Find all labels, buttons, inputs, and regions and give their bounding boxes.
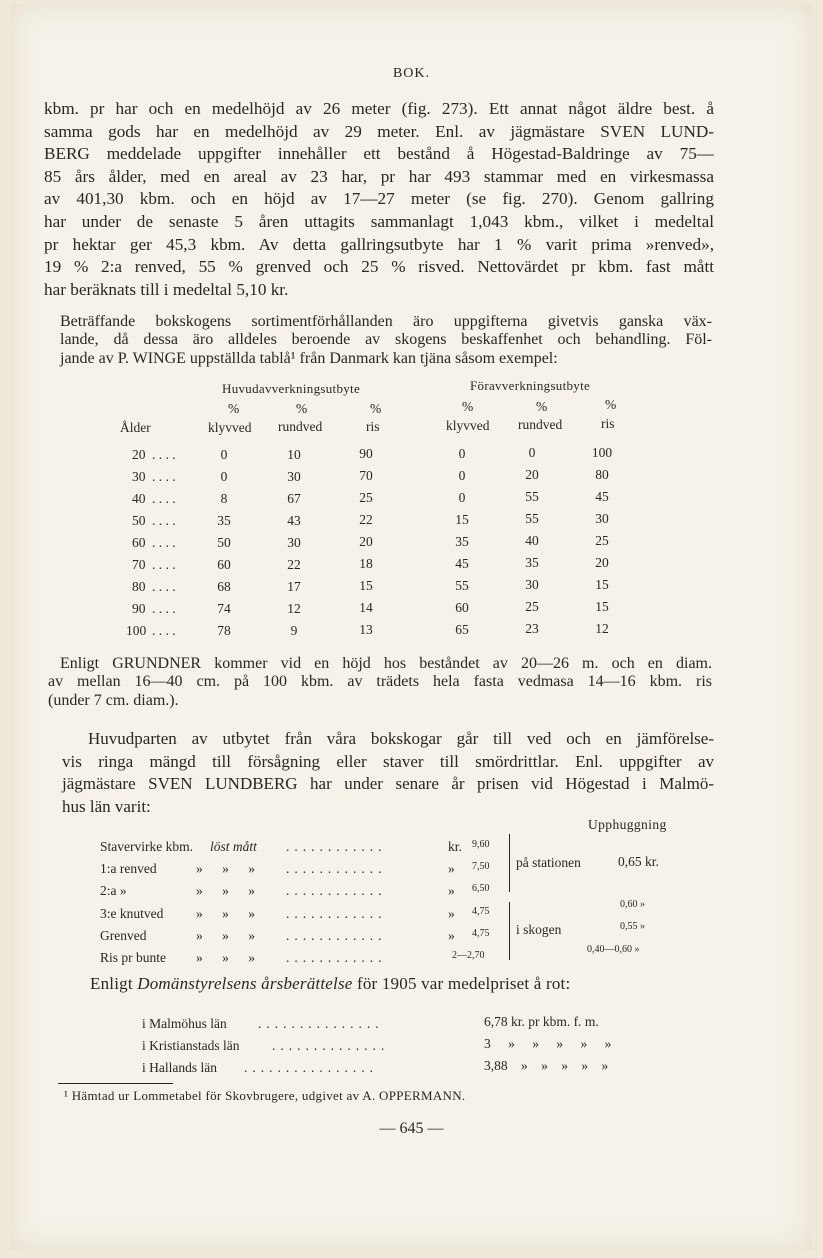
value-cell: 0 [458,467,466,483]
pct-sign: % [296,401,308,416]
value-cell: 0 [458,489,466,505]
value-cell: 43 [287,512,301,528]
price-label: Ris pr bunte [100,950,166,965]
value-cell: 10 [287,446,301,462]
currency: » [448,928,455,943]
value-cell: 14 [359,600,373,615]
sortiment-paragraph [60,313,712,368]
pct-sign: % [370,401,382,416]
value-cell: 12 [595,620,609,636]
value-cell: 18 [359,556,373,571]
value-cell: 70 [359,468,373,483]
ditto-marks: » » » [196,906,255,921]
value-cell: 8 [220,491,228,506]
cost-forest: 0,55 » [620,921,645,932]
domans-prefix: Enligt [90,974,133,993]
value-cell: 30 [595,510,609,526]
leader-dots: . . . . [152,557,176,572]
text-line: jägmästare SVEN LUNDBERG har under senare år prisen vid Högestad i Malmö- [62,774,714,794]
text-line: har under de senaste 5 åren uttagits sammanlagt 1,043 kbm., vilket i medeltal [44,211,714,231]
intro-paragraph [44,98,714,301]
label-station: på stationen [516,855,581,870]
value-cell: 67 [287,490,301,506]
value-cell: 68 [217,579,231,594]
group-header-thinning: Föravverkningsutbyte [470,378,591,393]
value-cell: 55 [525,511,539,526]
text-line: har beräknats till i medeltal 5,10 kr. [44,279,289,299]
leader-dots: ............ [286,950,387,965]
value-cell: 20 [525,467,539,482]
domans-label: i Hallands län [142,1060,217,1075]
value-cell: 80 [595,466,609,482]
domans-label: i Kristianstads län [142,1038,240,1053]
value-cell: 74 [217,601,231,616]
leader-dots: ............... [258,1016,384,1031]
grundner-paragraph [48,655,712,710]
value-cell: 35 [525,555,539,570]
leader-dots: ............ [286,883,387,898]
text-line: pr hektar ger 45,3 kbm. Av detta gallringsutbyte har 1 % varit prima »renved», [44,234,714,254]
value-cell: 30 [287,534,301,550]
value-cell: 17 [287,578,301,594]
value-cell: 65 [455,621,469,637]
value-cell: 60 [217,557,231,572]
brace-forest [503,902,510,960]
value-cell: 15 [595,576,609,592]
pct-sign: % [228,401,240,416]
value-cell: 22 [359,512,373,527]
value-cell: 55 [455,577,469,593]
age-header: Ålder [120,420,151,435]
text-line: vis ringa mängd till försågning eller staver till smördrittlar. Enl. uppgifter av [62,751,714,771]
value-cell: 0 [458,445,466,461]
age-cell: 90 [132,601,146,616]
value-cell: 23 [525,621,539,636]
age-cell: 40 [132,491,146,506]
pct-sign: % [605,397,617,412]
price-label: 1:a renved [100,861,157,876]
price-value: 4,75 [472,928,490,939]
value-cell: 20 [359,534,373,549]
price-label: 3:e knutved [100,906,164,921]
domans-value: 3 » » » » » [484,1036,612,1051]
value-cell: 40 [525,533,539,548]
footnote-rule [58,1083,173,1084]
age-cell: 50 [132,513,146,528]
text-line: Beträffande bokskogens sortimentförhållanden äro uppgifterna givetvis ganska väx- [60,313,712,330]
currency: kr. [448,839,462,854]
age-cell: 60 [132,535,146,550]
leader-dots: . . . . [152,447,176,462]
prices-intro-paragraph [62,728,714,819]
page-number: — 645 — [379,1120,444,1137]
leader-dots: . . . . [152,469,176,484]
col-header: klyvved [446,418,490,433]
leader-dots: ............ [286,928,387,943]
leader-dots: ............ [286,861,387,876]
domans-title: Domänstyrelsens årsberättelse [137,974,353,993]
price-value: 6,50 [472,883,490,894]
cost-station: 0,65 kr. [618,854,659,869]
value-cell: 0 [528,445,536,460]
price-value: 7,50 [472,861,490,872]
value-cell: 45 [595,488,609,504]
value-cell: 15 [455,511,469,527]
domans-value: 3,88 » » » » » [484,1058,609,1073]
value-cell: 25 [359,490,373,505]
leader-dots: . . . . [152,491,176,506]
col-header: ris [601,416,615,431]
ditto-marks: » » » [196,861,255,876]
col-header: ris [366,419,380,434]
domans-suffix: för 1905 var medelpriset å rot: [356,974,571,993]
currency: » [448,883,455,898]
value-cell: 12 [287,600,301,616]
cost-forest: 0,60 » [620,899,645,910]
upphuggning-header: Upphuggning [588,817,667,832]
value-cell: 50 [217,535,231,550]
value-cell: 78 [217,623,231,638]
col-header: rundved [278,419,323,434]
value-cell: 9 [290,622,298,638]
value-cell: 60 [455,599,469,615]
leader-dots: . . . . [152,535,176,550]
leader-dots: ............ [286,839,387,854]
ditto-marks: » » » [196,928,255,943]
label-forest: i skogen [516,922,562,937]
currency: » [448,861,455,876]
text-line: jande av P. WINGE uppställda tablå¹ från Danmark kan tjäna såsom exempel: [60,349,558,367]
brace-station [503,834,510,892]
value-cell: 0 [220,469,228,484]
ditto-marks: » » » [196,883,255,898]
pct-sign: % [536,399,548,414]
text-line: av mellan 16—40 cm. på 100 kbm. av trädets hela fasta vedmasa 14—16 kbm. ris [48,673,712,691]
age-cell: 80 [132,579,146,594]
text-line: Enligt GRUNDNER kommer vid en höjd hos beståndet av 20—26 m. och en diam. [60,655,712,672]
leader-dots: . . . . [152,579,176,594]
text-line: BERG meddelade uppgifter innehåller ett bestånd å Högestad-Baldringe av 75— [44,144,714,164]
text-line: 19 % 2:a renved, 55 % grenved och 25 % risved. Nettovärdet pr kbm. fast mått [44,257,714,277]
text-line: 85 års ålder, med en areal av 23 har, pr har 493 stammar med en virkesmassa [44,166,714,186]
leader-dots: . . . . [152,513,176,528]
price-label: 2:a » [100,883,127,898]
text-line: (under 7 cm. diam.). [48,691,179,709]
age-cell: 100 [126,623,147,638]
value-cell: 25 [525,599,539,614]
price-unit: löst mått [210,839,257,854]
value-cell: 100 [591,444,613,460]
group-header-main: Huvudavverkningsutbyte [222,381,361,396]
currency: » [448,906,455,921]
text-line: av 401,30 kbm. och en höjd av 17—27 meter (se fig. 270). Genom gallring [44,189,714,209]
age-cell: 20 [132,447,146,462]
value-cell: 55 [525,489,539,504]
col-header: klyvved [208,420,252,435]
ditto-marks: » » » [196,950,255,965]
text-line: Huvudparten av utbytet från våra bokskogar går till ved och en jämförelse- [88,729,714,748]
age-cell: 70 [132,557,146,572]
leader-dots: ............ [286,906,387,921]
price-value: 4,75 [472,906,490,917]
price-label: Grenved [100,928,147,943]
domans-value: 6,78 kr. pr kbm. f. m. [484,1014,599,1029]
footnote: ¹ Hämtad ur Lommetabel för Skovbrugere, udgivet av A. OPPERMANN. [64,1088,466,1103]
value-cell: 30 [287,468,301,484]
value-cell: 0 [220,447,228,462]
value-cell: 13 [359,622,373,637]
col-header: rundved [518,417,563,432]
value-cell: 30 [525,577,539,592]
price-value: 9,60 [472,839,490,850]
age-cell: 30 [132,469,146,484]
domans-label: i Malmöhus län [142,1016,227,1031]
text-line: lande, då dessa äro alldeles beroende av skogens beskaffenhet och behandling. Föl- [60,331,712,349]
pct-sign: % [462,399,474,414]
cost-forest: 0,40—0,60 » [587,944,640,955]
value-cell: 90 [359,446,373,461]
value-cell: 15 [595,598,609,614]
value-cell: 25 [595,532,609,548]
leader-dots: . . . . [152,623,176,638]
value-cell: 35 [455,533,469,549]
text-line: kbm. pr har och en medelhöjd av 26 meter (fig. 273). Ett annat något äldre best. å [44,99,714,118]
value-cell: 35 [217,513,231,528]
value-cell: 20 [595,554,609,570]
leader-dots: . . . . [152,601,176,616]
price-value: 2—2,70 [452,950,485,961]
value-cell: 45 [455,555,469,571]
text-line: hus län varit: [62,797,151,817]
domans-heading [90,974,570,994]
leader-dots: ................ [244,1060,378,1075]
price-label: Stavervirke kbm. [100,839,193,854]
running-header: BOK. [392,66,431,81]
value-cell: 15 [359,578,373,593]
text-line: samma gods har en medelhöjd av 29 meter. Enl. av jägmästare SVEN LUND- [44,121,714,141]
value-cell: 22 [287,556,301,572]
leader-dots: .............. [272,1038,390,1053]
